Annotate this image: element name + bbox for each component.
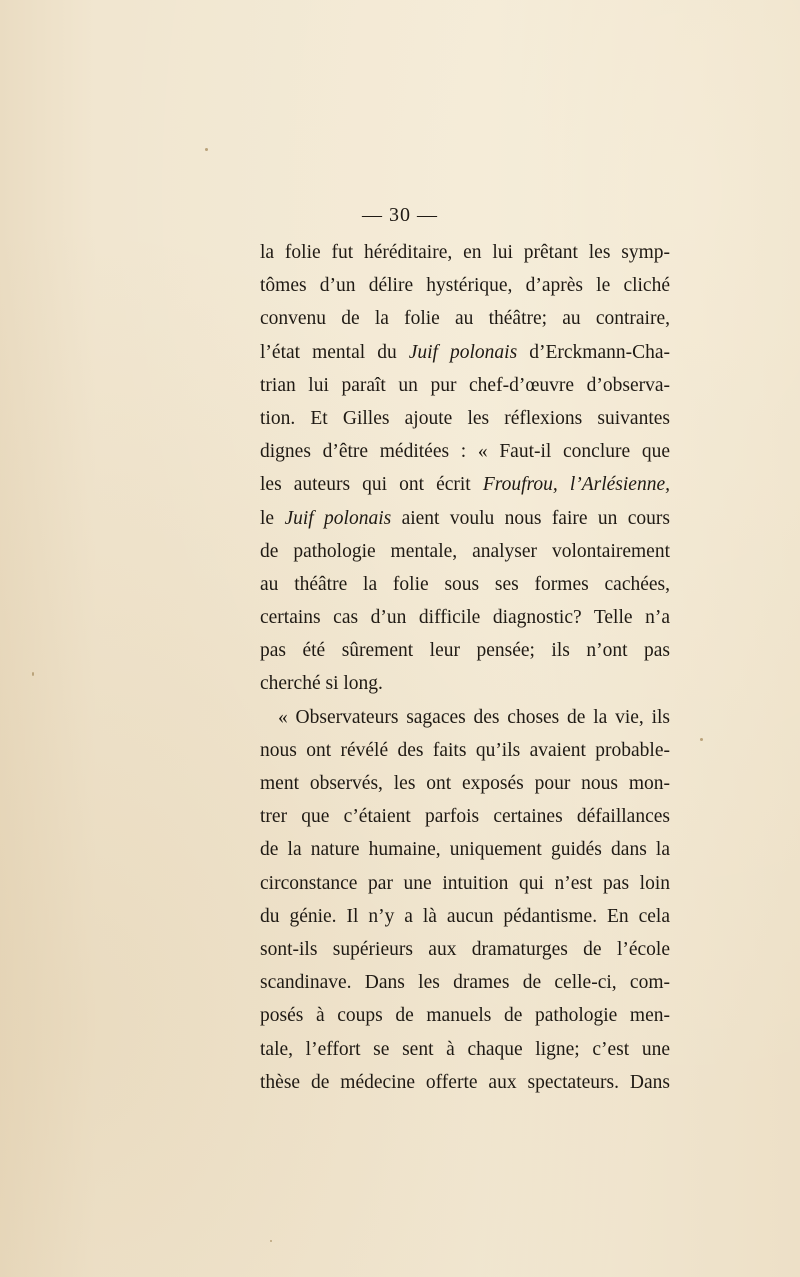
paragraph-first-line: « Observateurs sagaces des choses de la vie, ils bbox=[278, 706, 670, 728]
italic-title: Froufrou, l’Arlésienne, bbox=[482, 474, 670, 496]
paper-speck bbox=[205, 148, 208, 151]
text-line: ment observés, les ont exposés pour nous mon- bbox=[260, 773, 670, 794]
text-line: les auteurs qui ont écrit Froufrou, l’Arlésienne, bbox=[260, 474, 670, 496]
text-line: circonstance par une intuition qui n’est pas loin bbox=[260, 872, 670, 894]
text-line: du génie. Il n’y a là aucun pédantisme. En cela bbox=[260, 905, 670, 927]
text-line: scandinave. Dans les drames de celle-ci, com- bbox=[260, 972, 670, 994]
paper-speck bbox=[32, 672, 34, 676]
text-line: tômes d’un délire hystérique, d’après le cliché bbox=[260, 275, 670, 297]
text-line: le Juif polonais aient voulu nous faire un cours bbox=[260, 507, 670, 529]
text-line: dignes d’être méditées : « Faut-il conclure que bbox=[260, 441, 670, 463]
text-line: pas été sûrement leur pensée; ils n’ont pas bbox=[260, 640, 670, 662]
text-line: posés à coups de manuels de pathologie men- bbox=[260, 1005, 670, 1027]
text-line: de la nature humaine, uniquement guidés dans la bbox=[260, 839, 670, 861]
paragraph-last-line: cherché si long. bbox=[260, 673, 383, 695]
paper-speck bbox=[270, 1240, 272, 1242]
text-line: sont-ils supérieurs aux dramaturges de l’école bbox=[260, 938, 670, 960]
text-line: thèse de médecine offerte aux spectateurs. Dans bbox=[260, 1071, 670, 1093]
text-line: nous ont révélé des faits qu’ils avaient probable- bbox=[260, 739, 670, 761]
text-line: trian lui paraît un pur chef-d’œuvre d’observa- bbox=[260, 374, 670, 396]
text-line: au théâtre la folie sous ses formes cachées, bbox=[260, 573, 670, 595]
text-line: la folie fut héréditaire, en lui prêtant les symp- bbox=[260, 242, 670, 263]
italic-title: Juif polonais bbox=[284, 507, 392, 529]
italic-title: Juif polonais bbox=[408, 341, 518, 363]
text-line: de pathologie mentale, analyser volontairement bbox=[260, 540, 670, 562]
text-line: certains cas d’un difficile diagnostic? Telle n’a bbox=[260, 607, 670, 629]
text-line: tion. Et Gilles ajoute les réflexions suivantes bbox=[260, 407, 670, 429]
paper-speck bbox=[700, 738, 703, 741]
text-line: tale, l’effort se sent à chaque ligne; c’est une bbox=[260, 1038, 670, 1060]
text-line: l’état mental du Juif polonais d’Erckmann-Cha- bbox=[260, 341, 670, 363]
body-text bbox=[260, 236, 670, 1099]
text-line: convenu de la folie au théâtre; au contraire, bbox=[260, 308, 670, 330]
text-line: trer que c’étaient parfois certaines défaillances bbox=[260, 806, 670, 828]
page-number: — 30 — bbox=[362, 204, 438, 226]
